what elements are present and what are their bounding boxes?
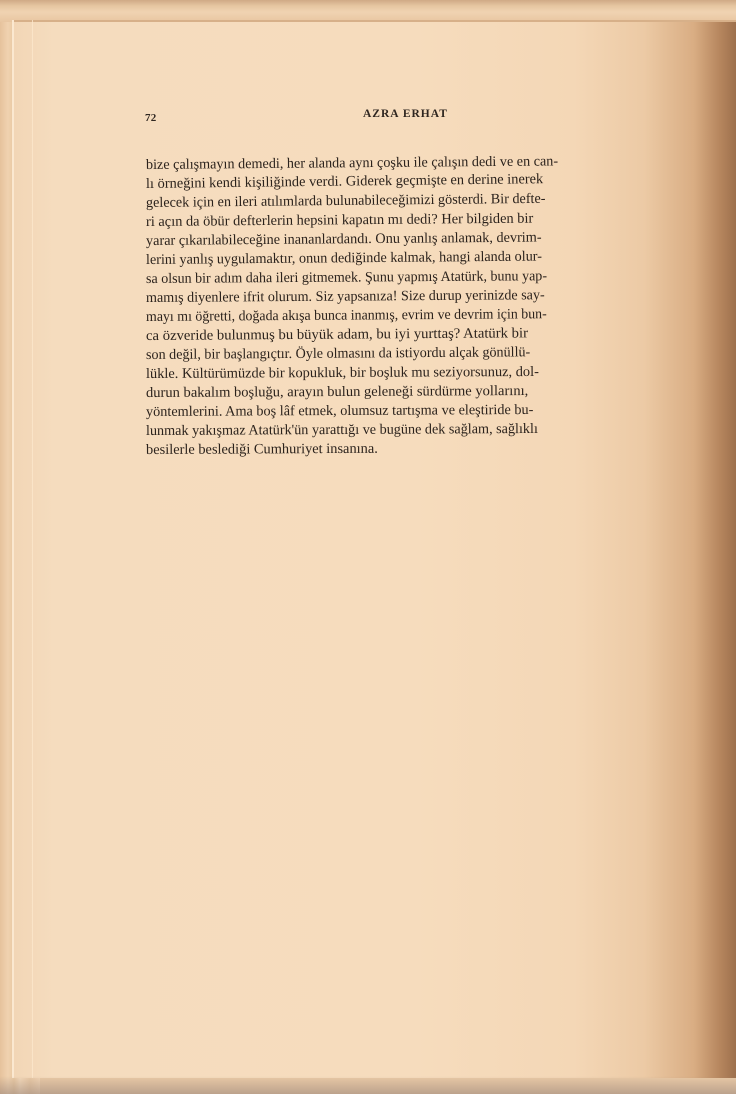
text-line: ri açın da öbür defterlerin hepsini kapatın mı dedi? Her bilgiden bir [145, 210, 534, 230]
text-line: besilerle beslediği Cumhuriyet insanına. [145, 440, 378, 458]
text-line: lı örneğini kendi kişiliğinde verdi. Giderek geçmişte en derine inerek [145, 171, 544, 192]
running-head [145, 108, 615, 128]
text-line: lerini yanlış uygulamaktır, onun dediğinde kalmak, hangi alanda olur- [145, 248, 542, 268]
body-paragraph [145, 153, 686, 460]
text-line: son değil, bir başlangıçtır. Öyle olmasını da istiyordu alçak gönüllü- [145, 344, 531, 363]
running-title: AZRA ERHAT [363, 108, 448, 120]
text-line: lükle. Kültürümüzde bir kopukluk, bir boşluk mu seziyorsunuz, dol- [145, 363, 539, 382]
page-edge-highlight [32, 20, 33, 1078]
text-line: lunmak yakışmaz Atatürk'ün yarattığı ve bugüne dek sağlam, sağlıklı [145, 420, 538, 439]
text-line: sa olsun bir adım daha ileri gitmemek. Şunu yapmış Atatürk, bunu yap- [145, 268, 548, 287]
text-line: mayı mı öğretti, doğada akışa bunca inanmış, evrim ve devrim için bun- [145, 306, 547, 325]
text-line: gelecek için en ileri atılımlarda bulunabileceğimizi gösterdi. Bir defte- [145, 190, 546, 211]
text-line: durun bakalım boşluğu, arayın bulun geleneği sürdürme yollarını, [145, 382, 529, 401]
page-top-edge [0, 0, 736, 22]
text-line: mamış diyenlere ifrit olurum. Siz yapsanıza! Size durup yerinizde say- [145, 287, 545, 306]
bottom-shadow [0, 1076, 736, 1094]
text-line: ca özveride bulunmuş bu büyük adam, bu iyi yurttaş? Atatürk bir [145, 325, 529, 344]
text-line: yöntemlerini. Ama boş lâf etmek, olumsuz tartışma ve eleştiride bu- [145, 401, 534, 420]
text-line: bize çalışmayın demedi, her alanda aynı çoşku ile çalışın dedi ve en can- [145, 153, 559, 173]
text-line: yarar çıkarılabileceğine inananlardandı. Onu yanlış anlamak, devrim- [145, 229, 542, 249]
page-number: 72 [145, 112, 157, 124]
